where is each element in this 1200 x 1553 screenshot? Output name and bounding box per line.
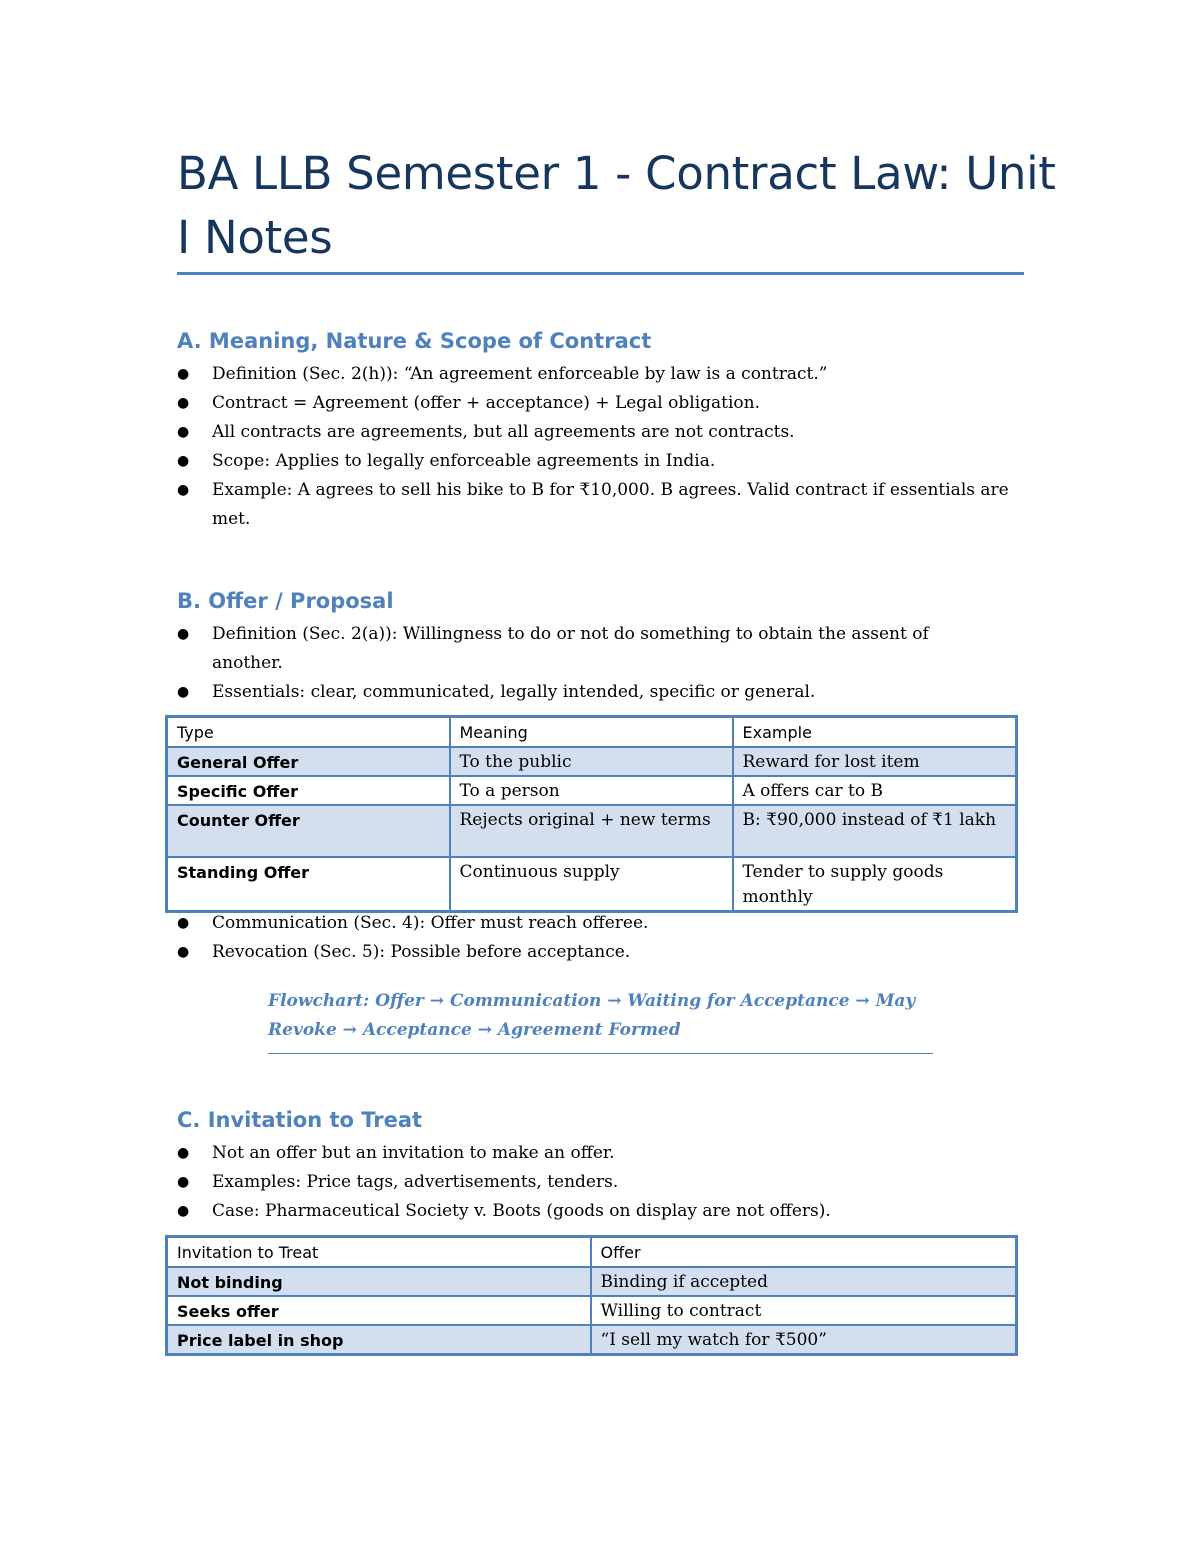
table-header-cell: Offer — [591, 1237, 1017, 1267]
table-cell: Standing Offer — [167, 857, 450, 912]
table-cell: Reward for lost item — [733, 747, 1017, 776]
bullet-icon: ● — [177, 482, 190, 498]
invitation-vs-offer-table — [165, 1235, 1018, 1356]
table-row — [167, 1325, 1017, 1355]
list-item: ● Not an offer but an invitation to make an offer. — [177, 1139, 1017, 1168]
bullet-icon: ● — [177, 626, 190, 642]
bullet-icon: ● — [177, 1145, 190, 1161]
list-item: ● Examples: Price tags, advertisements, tenders. — [177, 1168, 1017, 1197]
table-header-cell: Example — [733, 717, 1017, 747]
bullet-icon: ● — [177, 1203, 190, 1219]
title-underline — [177, 272, 1024, 275]
list-item: ● Revocation (Sec. 5): Possible before acceptance. — [177, 938, 1017, 967]
section-b-heading: B. Offer / Proposal — [177, 589, 394, 613]
list-item: ● Case: Pharmaceutical Society v. Boots (goods on display are not offers). — [177, 1197, 1017, 1226]
table-cell: B: ₹90,000 instead of ₹1 lakh — [733, 805, 1017, 857]
table-header-cell: Invitation to Treat — [167, 1237, 591, 1267]
offer-types-table — [165, 715, 1018, 913]
list-item: ● Definition (Sec. 2(h)): “An agreement enforceable by law is a contract.” — [177, 360, 1017, 389]
table-cell: Binding if accepted — [591, 1267, 1017, 1296]
bullet-icon: ● — [177, 453, 190, 469]
section-a-bullets — [177, 360, 1017, 534]
bullet-icon: ● — [177, 915, 190, 931]
table-header-row — [167, 717, 1017, 747]
table-row — [167, 776, 1017, 805]
table-cell: Price label in shop — [167, 1325, 591, 1355]
table-cell: Tender to supply goods monthly — [733, 857, 1017, 912]
section-b-bullets-after — [177, 909, 1017, 967]
table-cell: Seeks offer — [167, 1296, 591, 1325]
table-header-cell: Type — [167, 717, 450, 747]
list-item: ● Example: A agrees to sell his bike to B for ₹10,000. B agrees. Valid contract if essentials are met. — [177, 476, 1017, 534]
table-cell: Continuous supply — [450, 857, 733, 912]
table-cell: Counter Offer — [167, 805, 450, 857]
bullet-icon: ● — [177, 366, 190, 382]
bullet-icon: ● — [177, 1174, 190, 1190]
offer-flowchart-quote: Flowchart: Offer → Communication → Waiting for Acceptance → May Revoke → Acceptance → Agreement Formed — [268, 987, 933, 1054]
table-row — [167, 1296, 1017, 1325]
table-row — [167, 857, 1017, 912]
section-c-bullets — [177, 1139, 1017, 1226]
table-header-cell: Meaning — [450, 717, 733, 747]
bullet-icon: ● — [177, 944, 190, 960]
list-item: ● All contracts are agreements, but all agreements are not contracts. — [177, 418, 1017, 447]
section-c-heading: C. Invitation to Treat — [177, 1108, 423, 1132]
list-item: ● Scope: Applies to legally enforceable agreements in India. — [177, 447, 1017, 476]
document-title: BA LLB Semester 1 - Contract Law: Unit I Notes — [177, 147, 1056, 264]
table-cell: Specific Offer — [167, 776, 450, 805]
table-row — [167, 747, 1017, 776]
section-a-heading: A. Meaning, Nature & Scope of Contract — [177, 329, 652, 353]
list-item: ● Essentials: clear, communicated, legally intended, specific or general. — [177, 678, 977, 707]
table-row — [167, 805, 1017, 857]
table-header-row — [167, 1237, 1017, 1267]
table-row — [167, 1267, 1017, 1296]
table-cell: Rejects original + new terms — [450, 805, 733, 857]
table-cell: Willing to contract — [591, 1296, 1017, 1325]
bullet-icon: ● — [177, 395, 190, 411]
list-item: ● Contract = Agreement (offer + acceptance) + Legal obligation. — [177, 389, 1017, 418]
table-cell: To the public — [450, 747, 733, 776]
table-cell: General Offer — [167, 747, 450, 776]
bullet-icon: ● — [177, 684, 190, 700]
table-cell: To a person — [450, 776, 733, 805]
list-item: ● Communication (Sec. 4): Offer must reach offeree. — [177, 909, 1017, 938]
bullet-icon: ● — [177, 424, 190, 440]
table-cell: “I sell my watch for ₹500” — [591, 1325, 1017, 1355]
table-cell: Not binding — [167, 1267, 591, 1296]
table-cell: A offers car to B — [733, 776, 1017, 805]
section-b-bullets — [177, 620, 977, 707]
list-item: ● Definition (Sec. 2(a)): Willingness to do or not do something to obtain the assent of another. — [177, 620, 977, 678]
